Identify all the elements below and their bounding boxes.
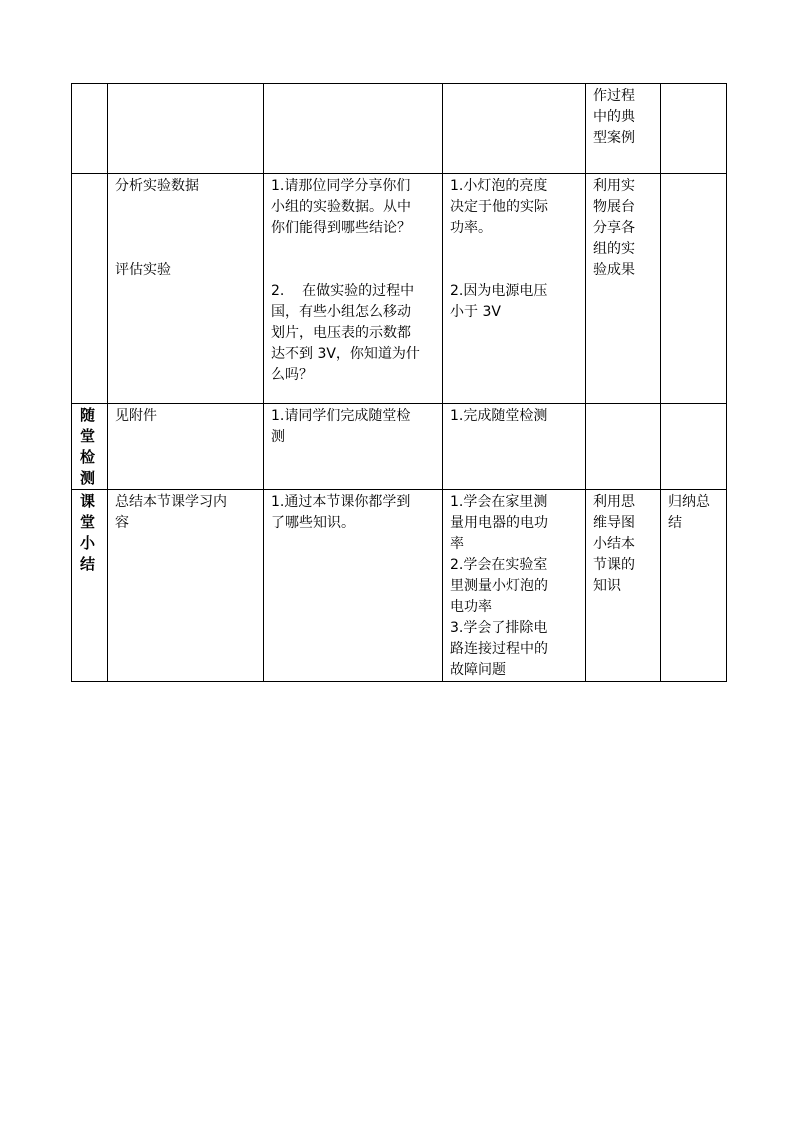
student-line: 电功率	[450, 599, 492, 615]
content-cell	[108, 404, 264, 490]
teacher-line: 1.通过本节课你都学到	[271, 494, 411, 510]
media-cell	[586, 174, 661, 404]
teacher-activity-cell	[264, 404, 443, 490]
teacher-line: 么吗？	[271, 367, 313, 383]
student-line: 功率。	[450, 220, 492, 236]
teacher-line: 划片，电压表的示数都	[271, 325, 411, 341]
teacher-line: 国，有些小组怎么移动	[271, 304, 411, 320]
student-line: 量用电器的电功	[450, 515, 548, 531]
teacher-line: 你们能得到哪些结论？	[271, 220, 411, 236]
lesson-plan-table	[71, 83, 727, 682]
media-cell	[586, 84, 661, 174]
student-line: 故障问题	[450, 662, 506, 678]
student-line: 小于 3V	[450, 304, 501, 320]
intent-cell	[661, 404, 727, 490]
intent-cell	[661, 490, 727, 682]
content-analyze-data: 分析实验数据	[115, 178, 199, 194]
student-line: 1.小灯泡的亮度	[450, 178, 548, 194]
intent-line: 结	[668, 515, 682, 531]
teacher-line: 1.请同学们完成随堂检	[271, 408, 411, 424]
content-line: 见附件	[115, 408, 157, 424]
table-row	[72, 490, 727, 682]
media-line: 型案例	[593, 130, 635, 146]
media-line: 组的实	[593, 241, 635, 257]
intent-cell	[661, 174, 727, 404]
media-cell	[586, 490, 661, 682]
student-line: 2.学会在实验室	[450, 557, 548, 573]
table-row	[72, 174, 727, 404]
intent-cell	[661, 84, 727, 174]
teacher-line: 了哪些知识。	[271, 515, 355, 531]
teacher-line: 达不到 3V，你知道为什	[271, 346, 420, 362]
stage-cell	[72, 404, 108, 490]
student-line: 率	[450, 536, 464, 552]
table-row	[72, 84, 727, 174]
student-line: 路连接过程中的	[450, 641, 548, 657]
student-line: 里测量小灯泡的	[450, 578, 548, 594]
teacher-line: 1.请那位同学分享你们	[271, 178, 411, 194]
student-activity-cell	[443, 84, 586, 174]
content-cell	[108, 174, 264, 404]
teacher-line: 2. 在做实验的过程中	[271, 283, 415, 299]
content-cell	[108, 84, 264, 174]
table-row	[72, 404, 727, 490]
stage-char: 堂	[80, 427, 96, 445]
media-line: 节课的	[593, 557, 635, 573]
content-line: 容	[115, 515, 129, 531]
student-line: 1.完成随堂检测	[450, 408, 548, 424]
student-line: 决定于他的实际	[450, 199, 548, 215]
media-line: 中的典	[593, 109, 635, 125]
media-line: 作过程	[593, 88, 635, 104]
teacher-activity-cell	[264, 84, 443, 174]
student-activity-cell	[443, 404, 586, 490]
stage-char: 堂	[80, 513, 96, 531]
media-line: 利用实	[593, 178, 635, 194]
media-line: 物展台	[593, 199, 635, 215]
stage-char: 测	[80, 469, 96, 487]
teacher-line: 小组的实验数据。从中	[271, 199, 411, 215]
intent-line: 归纳总	[668, 494, 710, 510]
media-line: 验成果	[593, 262, 635, 278]
teacher-line: 测	[271, 429, 285, 445]
student-line: 3.学会了排除电	[450, 620, 548, 636]
media-line: 利用思	[593, 494, 635, 510]
media-line: 小结本	[593, 536, 635, 552]
stage-char: 课	[80, 492, 96, 510]
stage-cell	[72, 490, 108, 682]
teacher-activity-cell	[264, 490, 443, 682]
content-line: 总结本节课学习内	[115, 494, 227, 510]
content-cell	[108, 490, 264, 682]
stage-char: 结	[80, 555, 96, 573]
stage-char: 随	[80, 406, 96, 424]
stage-cell	[72, 174, 108, 404]
student-activity-cell	[443, 490, 586, 682]
media-cell	[586, 404, 661, 490]
student-activity-cell	[443, 174, 586, 404]
media-line: 分享各	[593, 220, 635, 236]
student-line: 1.学会在家里测	[450, 494, 548, 510]
media-line: 知识	[593, 578, 621, 594]
stage-cell	[72, 84, 108, 174]
stage-char: 检	[80, 448, 96, 466]
teacher-activity-cell	[264, 174, 443, 404]
content-evaluate: 评估实验	[115, 262, 171, 278]
stage-char: 小	[80, 534, 96, 552]
media-line: 维导图	[593, 515, 635, 531]
student-line: 2.因为电源电压	[450, 283, 548, 299]
